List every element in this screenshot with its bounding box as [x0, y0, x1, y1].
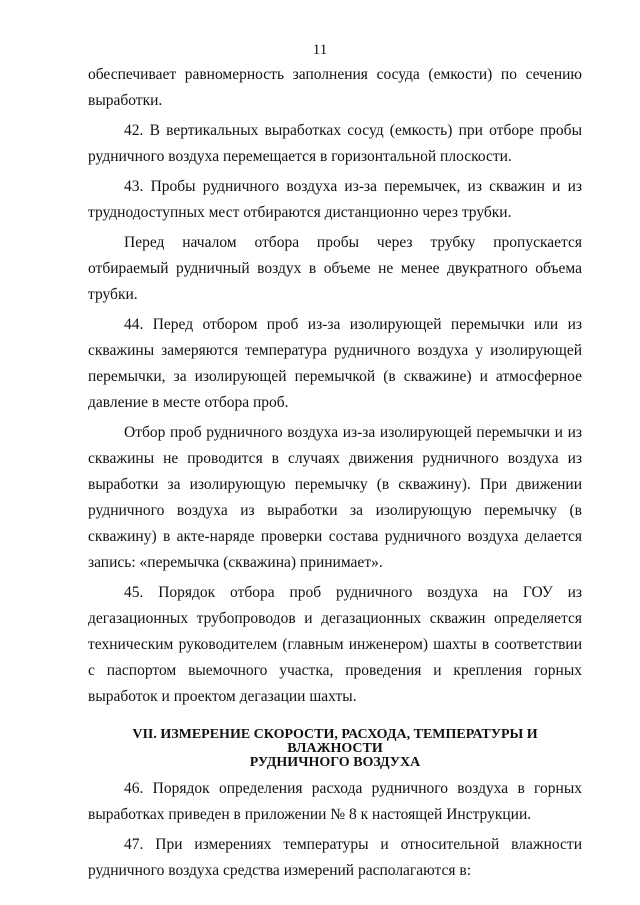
paragraph: 43. Пробы рудничного воздуха из-за перемычек, из скважин и из труднодоступных мест отбираются дистанционно через трубки.: [88, 178, 582, 221]
section-heading-line: РУДНИЧНОГО ВОЗДУХА: [249, 755, 421, 770]
paragraph: 45. Порядок отбора проб рудничного воздуха на ГОУ из дегазационных трубопроводов и дегазационных скважин определяется техническим руководителем (главным инженером) шахты в соответствии с паспортом выемочного участка, проведения и крепления горных выработок и проектом дегазации шахты.: [88, 584, 582, 705]
paragraph: 42. В вертикальных выработках сосуд (емкость) при отборе пробы рудничного воздуха перемещается в горизонтальной плоскости.: [88, 122, 582, 165]
paragraph: 47. При измерениях температуры и относительной влажности рудничного воздуха средства измерений располагаются в:: [88, 836, 582, 879]
paragraph: Отбор проб рудничного воздуха из-за изолирующей перемычки и из скважины не проводится в случаях движения рудничного воздуха из выработки за изолирующую перемычку (в скважину). При движении рудничного воздуха из выработки за изолирующую перемычку (в скважину) в акте-наряде проверки состава рудничного воздуха делается запись: «перемычка (скважина) принимает».: [88, 424, 582, 571]
page-number: 11: [312, 42, 328, 58]
paragraph: обеспечивает равномерность заполнения сосуда (емкости) по сечению выработки.: [88, 66, 582, 109]
paragraph: Перед началом отбора пробы через трубку пропускается отбираемый рудничный воздух в объеме не менее двукратного объема трубки.: [88, 234, 582, 303]
section-heading-line: VII. ИЗМЕРЕНИЕ СКОРОСТИ, РАСХОДА, ТЕМПЕРАТУРЫ И ВЛАЖНОСТИ: [132, 727, 538, 756]
section-heading: [88, 728, 582, 770]
paragraph: 44. Перед отбором проб из-за изолирующей перемычки или из скважины замеряются температура рудничного воздуха у изолирующей перемычки, за изолирующей перемычкой (в скважине) и атмосферное давление в месте отбора проб.: [88, 316, 582, 411]
paragraph: 46. Порядок определения расхода рудничного воздуха в горных выработках приведен в приложении № 8 к настоящей Инструкции.: [88, 780, 582, 823]
document-body: [88, 62, 582, 888]
